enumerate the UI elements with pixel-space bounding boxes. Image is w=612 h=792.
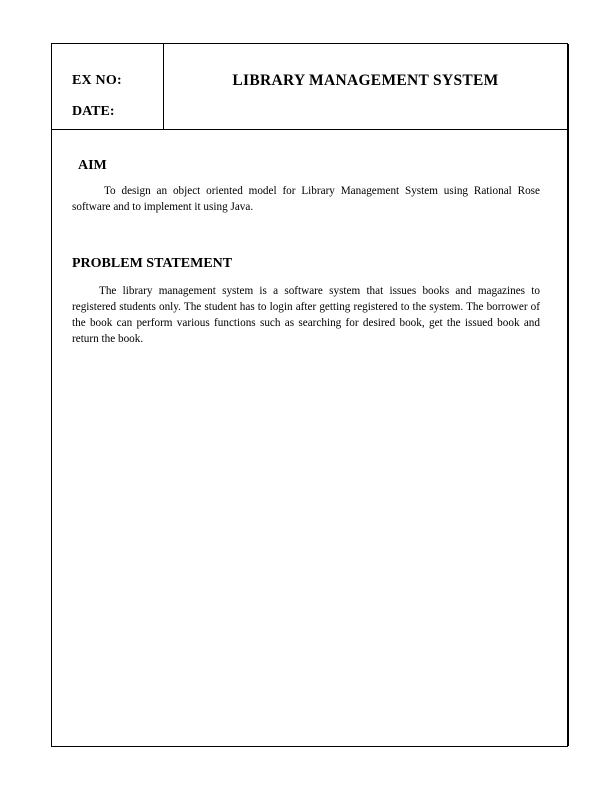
date-label: DATE: — [72, 104, 115, 119]
aim-paragraph: To design an object oriented model for Library Management System using Rational Rose software and to implement it using Java. — [72, 185, 540, 213]
problem-statement-heading: PROBLEM STATEMENT — [72, 256, 233, 271]
page-border — [51, 43, 568, 747]
problem-statement-paragraph: The library management system is a software system that issues books and magazines to registered students only. The student has to login after getting registered to the system. The borrower of the book can perform various functions such as searching for desired book, get the issued book and return the book. — [72, 285, 540, 345]
document-title: LIBRARY MANAGEMENT SYSTEM — [232, 72, 499, 89]
header-table — [52, 44, 567, 130]
aim-heading: AIM — [78, 158, 107, 173]
ex-no-label: EX NO: — [72, 73, 122, 88]
header-left-cell — [52, 44, 164, 129]
